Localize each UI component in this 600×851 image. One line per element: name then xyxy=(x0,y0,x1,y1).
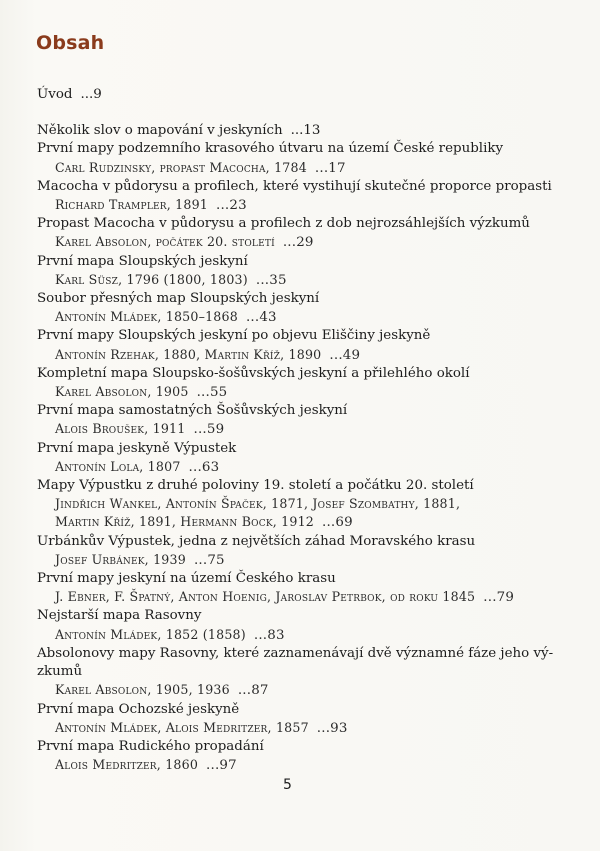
page-number: 5 xyxy=(283,777,292,793)
toc-entry-author xyxy=(37,233,577,252)
toc-entry-author xyxy=(37,308,577,327)
toc-entry-title-text: Nejstarší mapa Rasovny xyxy=(37,608,202,624)
toc-entry-author xyxy=(37,588,577,607)
toc-entry-title xyxy=(37,86,577,104)
toc-entry-author-text: Josef Urbánek, 1939 xyxy=(55,551,186,567)
toc-entry-title xyxy=(37,738,577,756)
toc-entry-title-text: Absolonovy mapy Rasovny, které zaznamenávají dvě významné fáze jeho vý- xyxy=(37,645,554,661)
toc-entry-author-text: Karl Süsz, 1796 (1800, 1803) xyxy=(55,271,248,287)
toc-entry-author xyxy=(37,420,577,439)
toc-entry-page: ...63 xyxy=(188,459,220,475)
toc-entry-title-text: První mapa Ochozské jeskyně xyxy=(37,701,240,717)
toc-entry-title-text: Propast Macocha v půdorysu a profilech z dob nejrozsáhlejších výzkumů xyxy=(37,216,530,232)
toc-entry-author xyxy=(37,681,577,700)
toc-entry-title xyxy=(37,327,577,345)
toc-entry-page: ...43 xyxy=(245,310,277,326)
toc-entry xyxy=(37,645,577,701)
toc-entry-author xyxy=(37,719,577,738)
toc-spacer xyxy=(37,104,577,122)
toc-entry-author xyxy=(37,346,577,365)
toc-entry-author xyxy=(37,458,577,477)
toc-entry-author-text: Antonín Mládek, Alois Medritzer, 1857 xyxy=(55,719,309,735)
toc-entry-title-text: První mapy jeskyní na území Českého krasu xyxy=(37,571,336,587)
toc-entry-title xyxy=(37,402,577,420)
toc-entry-author xyxy=(37,756,577,775)
toc-entry-title-text: První mapa jeskyně Výpustek xyxy=(37,440,237,456)
toc-entry-title-text: Kompletní mapa Sloupsko-šošůvských jeskyní a přilehlého okolí xyxy=(37,365,470,381)
toc-entry-title xyxy=(37,365,577,383)
toc-entry-author-text: Alois Medritzer, 1860 xyxy=(55,757,199,773)
toc-entry xyxy=(37,738,577,775)
toc-entry-page: ...69 xyxy=(322,515,353,531)
toc-entry xyxy=(37,327,577,364)
toc-entry-author-text: Antonín Lola, 1807 xyxy=(55,458,181,474)
toc-entry xyxy=(37,253,577,290)
toc-entry-title-text: Mapy Výpustku z druhé poloviny 19. století a počátku 20. století xyxy=(37,478,474,494)
toc-entry-author-text: Antonín Mládek, 1850–1868 xyxy=(55,309,238,325)
toc-entry xyxy=(37,570,577,607)
toc-entry-author xyxy=(37,383,577,402)
toc-entry-author-text: Antonín Rzehak, 1880, Martin Kříž, 1890 xyxy=(55,346,322,362)
toc-entry-title xyxy=(37,122,577,140)
toc-entry-title-text: První mapy podzemního krasového útvaru na území České republiky xyxy=(37,141,504,157)
toc-entry-title xyxy=(37,178,577,196)
toc-entry-title-text: První mapy Sloupských jeskyní po objevu Eliščiny jeskyně xyxy=(37,328,431,344)
toc-entry xyxy=(37,178,577,215)
toc-entry-author-text: Karel Absolon, 1905 xyxy=(55,384,189,400)
toc-entry-author-text: Richard Trampler, 1891 xyxy=(55,197,208,213)
toc-entry-author-text: Alois Broušek, 1911 xyxy=(55,421,186,437)
toc-entry-title xyxy=(37,701,577,719)
table-of-contents xyxy=(37,86,577,775)
toc-entry-title-text: Urbánkův Výpustek, jedna z největších záhad Moravského krasu xyxy=(37,533,476,549)
toc-entry-title xyxy=(37,215,577,233)
toc-entry xyxy=(37,533,577,570)
toc-entry-author xyxy=(37,495,577,513)
toc-entry xyxy=(37,477,577,533)
toc-entry-author xyxy=(37,626,577,645)
toc-entry-page: ...13 xyxy=(290,123,321,139)
toc-entry-page: ...93 xyxy=(316,720,348,736)
toc-entry-author-text: J. Ebner, F. Špatný, Anton Hoenig, Jaroslav Petrbok, od roku 1845 xyxy=(55,589,476,605)
toc-entry-page: ...87 xyxy=(237,683,269,699)
toc-entry xyxy=(37,86,577,104)
toc-entry-title xyxy=(37,440,577,458)
page-title: Obsah xyxy=(36,32,105,54)
toc-entry-title xyxy=(37,140,577,158)
toc-entry-page: ...79 xyxy=(483,590,515,606)
toc-entry-author-text: Martin Kříž, 1891, Hermann Bock, 1912 xyxy=(55,514,315,530)
toc-entry xyxy=(37,140,577,177)
toc-entry xyxy=(37,402,577,439)
toc-entry-author-text: Jindřich Wankel, Antonín Špaček, 1871, Josef Szombathy, 1881, xyxy=(55,496,461,512)
toc-entry-title-text: Několik slov o mapování v jeskyních xyxy=(37,123,283,139)
toc-entry xyxy=(37,122,577,140)
toc-entry-title xyxy=(37,645,577,663)
toc-entry-author-text: Antonín Mládek, 1852 (1858) xyxy=(55,626,246,642)
toc-entry-page: ...55 xyxy=(196,385,228,401)
toc-entry xyxy=(37,215,577,252)
toc-entry-title-text: První mapa Sloupských jeskyní xyxy=(37,253,248,269)
toc-entry-title-continued: zkumů xyxy=(37,664,83,680)
toc-entry-title xyxy=(37,570,577,588)
toc-entry-title xyxy=(37,290,577,308)
toc-entry-author xyxy=(37,513,577,532)
toc-entry-author xyxy=(37,196,577,215)
toc-entry-page: ...97 xyxy=(206,758,237,774)
toc-entry-page: ...83 xyxy=(253,627,285,643)
toc-entry-page: ...75 xyxy=(193,552,225,568)
toc-entry-title-text: Soubor přesných map Sloupských jeskyní xyxy=(37,291,320,307)
toc-entry xyxy=(37,701,577,738)
toc-entry-title-text: První mapa Rudického propadání xyxy=(37,738,264,754)
toc-entry-author xyxy=(37,271,577,290)
toc-entry-author-text: Karel Absolon, počátek 20. století xyxy=(55,234,275,250)
toc-entry-title xyxy=(37,477,577,495)
toc-entry-title-text: První mapa samostatných Šošůvských jeskyní xyxy=(37,403,348,419)
toc-entry xyxy=(37,290,577,327)
toc-entry-title xyxy=(37,253,577,271)
toc-entry-title-text: Úvod xyxy=(37,87,73,102)
toc-entry-title xyxy=(37,533,577,551)
toc-entry-page: ...59 xyxy=(193,422,225,438)
toc-entry xyxy=(37,365,577,402)
toc-entry-title xyxy=(37,607,577,625)
toc-entry-page: ...9 xyxy=(80,87,102,102)
toc-entry-page: ...17 xyxy=(314,160,346,176)
toc-entry-page: ...29 xyxy=(282,235,314,251)
toc-entry-author-text: Carl Rudzinsky, propast Macocha, 1784 xyxy=(55,159,307,175)
toc-entry-page: ...49 xyxy=(329,347,361,363)
toc-entry xyxy=(37,607,577,644)
toc-entry-author xyxy=(37,551,577,570)
toc-entry xyxy=(37,440,577,477)
toc-entry-page: ...23 xyxy=(216,198,247,214)
toc-entry-author-text: Karel Absolon, 1905, 1936 xyxy=(55,682,230,698)
toc-entry-author xyxy=(37,159,577,178)
toc-entry-title-text: Macocha v půdorysu a profilech, které vystihují skutečné proporce propasti xyxy=(37,178,552,194)
toc-entry-page: ...35 xyxy=(255,272,287,288)
